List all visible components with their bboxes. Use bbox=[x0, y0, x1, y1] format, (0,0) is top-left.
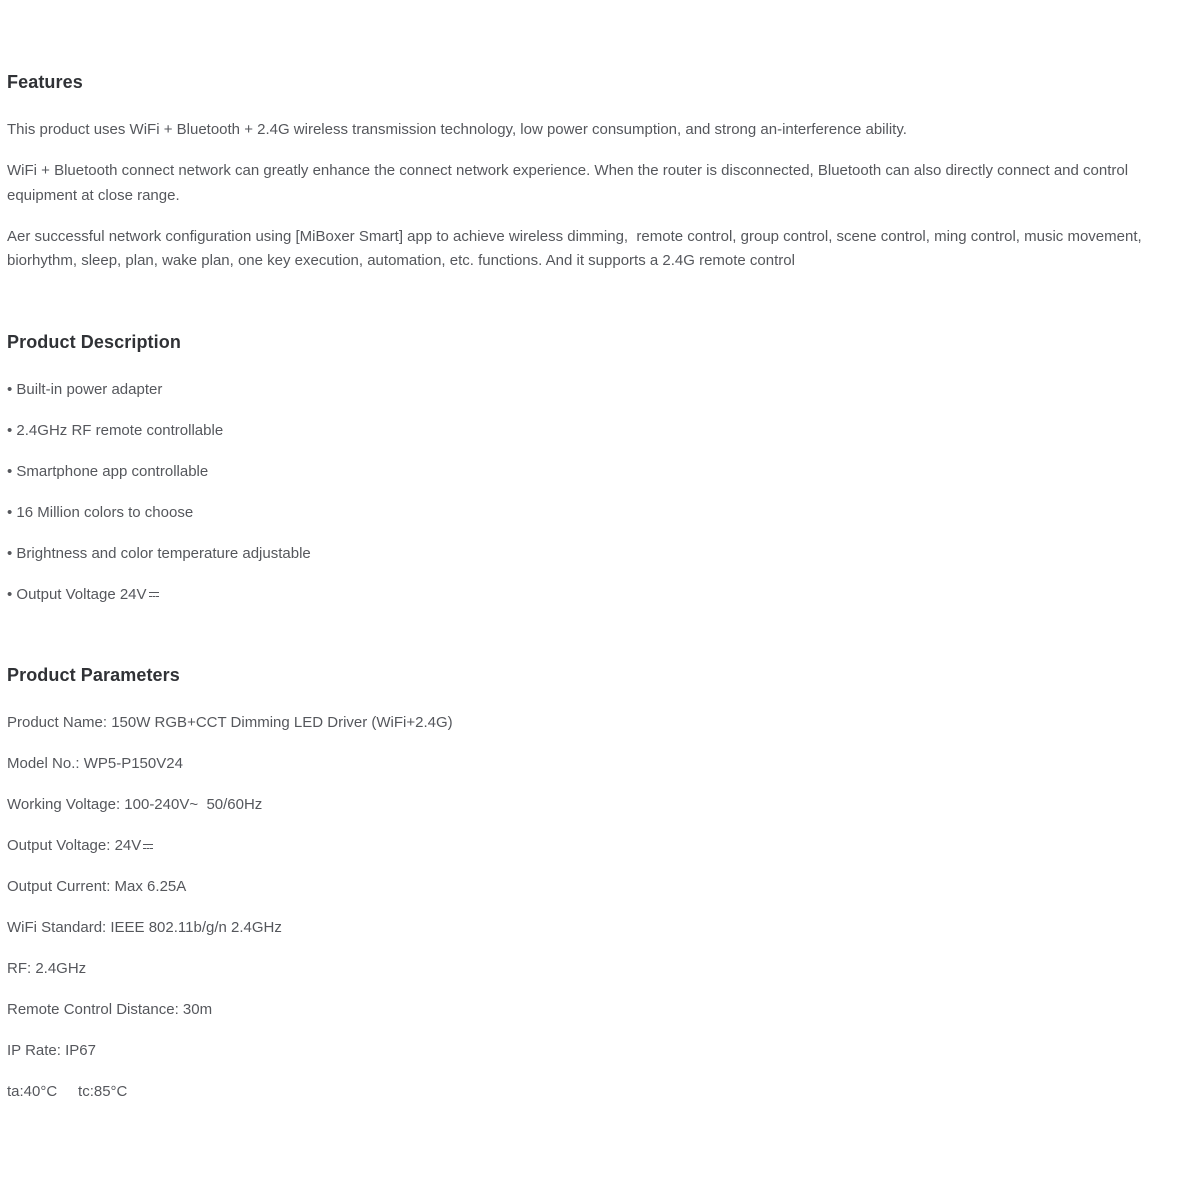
description-bullet-output-voltage bbox=[7, 583, 1193, 608]
product-parameters-heading: Product Parameters bbox=[7, 665, 180, 686]
param-output-voltage bbox=[7, 834, 1193, 859]
param-model-no: Model No.: WP5-P150V24 bbox=[7, 755, 183, 773]
bullet-text: Brightness and color temperature adjustable bbox=[16, 544, 311, 562]
bullet-text: 16 Million colors to choose bbox=[16, 503, 194, 521]
param-output-current: Output Current: Max 6.25A bbox=[7, 878, 187, 896]
param-remote-distance: Remote Control Distance: 30m bbox=[7, 1001, 213, 1019]
features-heading: Features bbox=[7, 72, 83, 92]
param-temperature: ta:40°C tc:85°C bbox=[7, 1083, 128, 1101]
param-text: Output Voltage: 24V bbox=[7, 837, 142, 855]
dc-voltage-icon bbox=[143, 844, 153, 849]
product-parameters-section bbox=[7, 665, 1193, 1104]
product-description-heading: Product Description bbox=[7, 331, 181, 352]
description-bullet-16-million-colors bbox=[7, 501, 1193, 526]
features-section bbox=[7, 72, 1193, 274]
features-paragraph-1: This product uses WiFi + Bluetooth + 2.4G wireless transmission technology, low power consumption, and strong an-interference ability. bbox=[7, 121, 907, 138]
description-bullet-smartphone-app bbox=[7, 460, 1193, 485]
dc-voltage-icon bbox=[149, 592, 159, 597]
param-working-voltage: Working Voltage: 100-240V~ 50/60Hz bbox=[7, 796, 263, 814]
product-description-section bbox=[7, 332, 1193, 608]
features-paragraph-3: Aer successful network configuration using [MiBoxer Smart] app to achieve wireless dimming, remote control, group control, scene control, ming control, music movement, biorhythm, sleep, plan, wake plan, one key execution, automation, etc. functions. And it supports a 2.4G remote control bbox=[7, 227, 1146, 270]
param-ip-rate: IP Rate: IP67 bbox=[7, 1042, 96, 1060]
description-bullet-brightness-cct bbox=[7, 542, 1193, 567]
bullet-text: Built-in power adapter bbox=[16, 380, 163, 398]
bullet-text: 2.4GHz RF remote controllable bbox=[16, 421, 224, 439]
bullet-text: Output Voltage 24V bbox=[16, 585, 147, 603]
param-wifi-standard: WiFi Standard: IEEE 802.11b/g/n 2.4GHz bbox=[7, 919, 282, 937]
description-bullet-power-adapter bbox=[7, 378, 1193, 403]
param-product-name: Product Name: 150W RGB+CCT Dimming LED Driver (WiFi+2.4G) bbox=[7, 714, 453, 732]
description-bullet-rf-remote bbox=[7, 419, 1193, 444]
features-paragraph-2: WiFi + Bluetooth connect network can greatly enhance the connect network experience. When the router is disconnected, Bluetooth can also directly connect and control equipment at close range. bbox=[7, 161, 1133, 204]
param-rf: RF: 2.4GHz bbox=[7, 960, 87, 978]
bullet-text: Smartphone app controllable bbox=[16, 462, 209, 480]
